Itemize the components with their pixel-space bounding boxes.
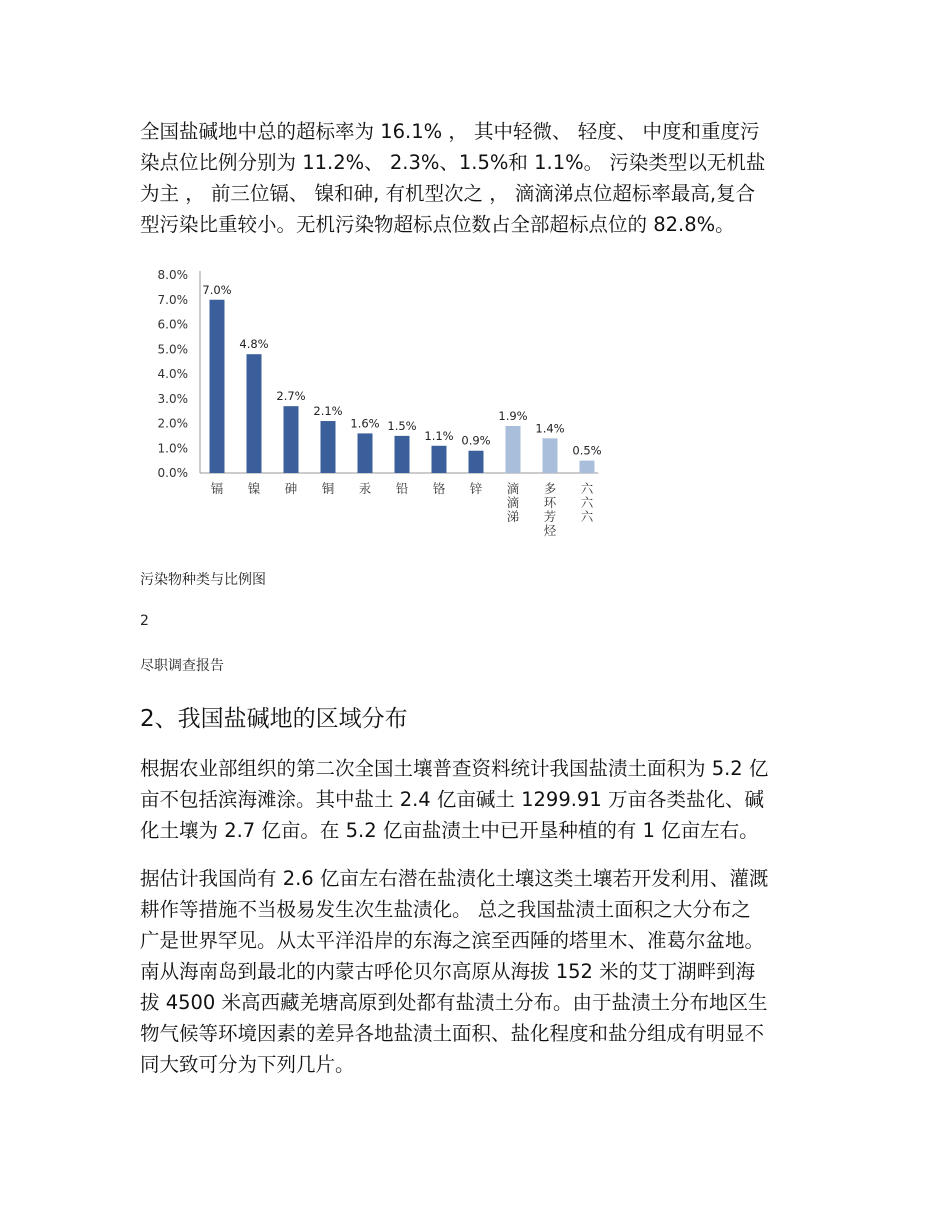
- chart-bar: [358, 433, 373, 473]
- data-label: 7.0%: [202, 282, 232, 297]
- y-tick-label: 0.0%: [157, 466, 188, 480]
- x-category-label: 多环芳烃: [543, 481, 557, 538]
- text-line: 型污染比重较小。无机污染物超标点位数占全部超标点位的 82.8%。: [140, 213, 735, 236]
- chart-bar: [432, 446, 447, 473]
- data-label: 0.9%: [461, 433, 491, 448]
- chart-bar: [210, 300, 225, 473]
- text-line: 亩不包括滨海滩涂。其中盐土 2.4 亿亩碱土 1299.91 万亩各类盐化、碱: [140, 788, 764, 811]
- chart-bar: [247, 354, 262, 473]
- x-category-label: 铅: [395, 481, 409, 496]
- paragraph-saline-area: [140, 753, 820, 846]
- data-label: 1.6%: [350, 416, 380, 431]
- running-header: 尽职调查报告: [140, 658, 224, 674]
- data-label: 2.1%: [313, 404, 343, 419]
- y-tick-label: 5.0%: [157, 342, 188, 357]
- text-line: 为主 ， 前三位镉、 镍和砷, 有机型次之 ， 滴滴涕点位超标率最高,复合: [140, 182, 756, 205]
- pollutant-bar-chart: [140, 262, 620, 552]
- x-category-label: 锌: [469, 481, 483, 496]
- y-tick-label: 1.0%: [157, 441, 188, 456]
- x-category-label: 镉: [210, 481, 224, 496]
- data-label: 0.5%: [572, 443, 602, 458]
- page-number: 2: [140, 613, 149, 629]
- text-line: 广是世界罕见。从太平洋沿岸的东海之滨至西陲的塔里木、准葛尔盆地。: [140, 929, 765, 952]
- chart-data-labels: [202, 283, 601, 458]
- chart-bar: [321, 421, 336, 473]
- text-line: 化土壤为 2.7 亿亩。在 5.2 亿亩盐渍土中已开垦种植的有 1 亿亩左右。: [140, 819, 759, 842]
- text-line: 染点位比例分别为 11.2%、 2.3%、1.5%和 1.1%。 污染类型以无机盐: [140, 151, 766, 174]
- chart-bars: [210, 300, 595, 473]
- data-label: 2.7%: [276, 389, 306, 404]
- x-category-label: 镍: [247, 481, 261, 496]
- data-label: 4.8%: [239, 337, 269, 352]
- figure-caption: 污染物种类与比例图: [140, 572, 266, 588]
- x-category-label: 铬: [432, 481, 446, 496]
- paragraph-distribution: [140, 863, 820, 1080]
- data-label: 1.5%: [387, 418, 417, 433]
- text-line: 全国盐碱地中总的超标率为 16.1% ， 其中轻微、 轻度、 中度和重度污: [140, 120, 760, 143]
- chart-category-labels: [211, 481, 594, 538]
- y-tick-label: 8.0%: [157, 268, 188, 282]
- y-tick-label: 7.0%: [157, 292, 188, 307]
- paragraph-pollution-rates: [140, 116, 820, 240]
- data-label: 1.4%: [535, 421, 565, 436]
- data-label: 1.9%: [498, 408, 528, 423]
- text-line: 同大致可分为下列几片。: [140, 1053, 355, 1076]
- x-category-label: 汞: [358, 481, 372, 496]
- y-tick-label: 6.0%: [157, 317, 188, 332]
- x-category-label: 六六六: [580, 481, 594, 524]
- data-label: 1.1%: [424, 428, 454, 443]
- x-category-label: 铜: [321, 481, 335, 496]
- text-line: 拔 4500 米高西藏羌塘高原到处都有盐渍土分布。由于盐渍土分布地区生: [140, 991, 768, 1014]
- chart-bar: [543, 438, 558, 473]
- y-axis-ticks: [158, 268, 189, 480]
- text-line: 南从海南岛到最北的内蒙古呼伦贝尔高原从海拔 152 米的艾丁湖畔到海: [140, 960, 756, 983]
- y-tick-label: 3.0%: [157, 391, 188, 406]
- text-line: 根据农业部组织的第二次全国土壤普查资料统计我国盐渍土面积为 5.2 亿: [140, 757, 769, 780]
- chart-bar: [395, 436, 410, 473]
- x-category-label: 砷: [284, 481, 298, 496]
- section-heading: 2、我国盐碱地的区域分布: [140, 706, 408, 732]
- chart-bar: [580, 461, 595, 473]
- text-line: 耕作等措施不当极易发生次生盐渍化。 总之我国盐渍土面积之大分布之: [140, 898, 751, 921]
- chart-bar: [284, 406, 299, 473]
- text-line: 据估计我国尚有 2.6 亿亩左右潜在盐渍化土壤这类土壤若开发利用、灌溉: [140, 867, 769, 890]
- y-tick-label: 4.0%: [157, 367, 188, 381]
- chart-bar: [469, 451, 484, 473]
- text-line: 物气候等环境因素的差异各地盐渍土面积、盐化程度和盐分组成有明显不: [140, 1022, 765, 1045]
- chart-bar: [506, 426, 521, 473]
- x-category-label: 滴滴涕: [506, 481, 520, 524]
- y-tick-label: 2.0%: [157, 416, 188, 431]
